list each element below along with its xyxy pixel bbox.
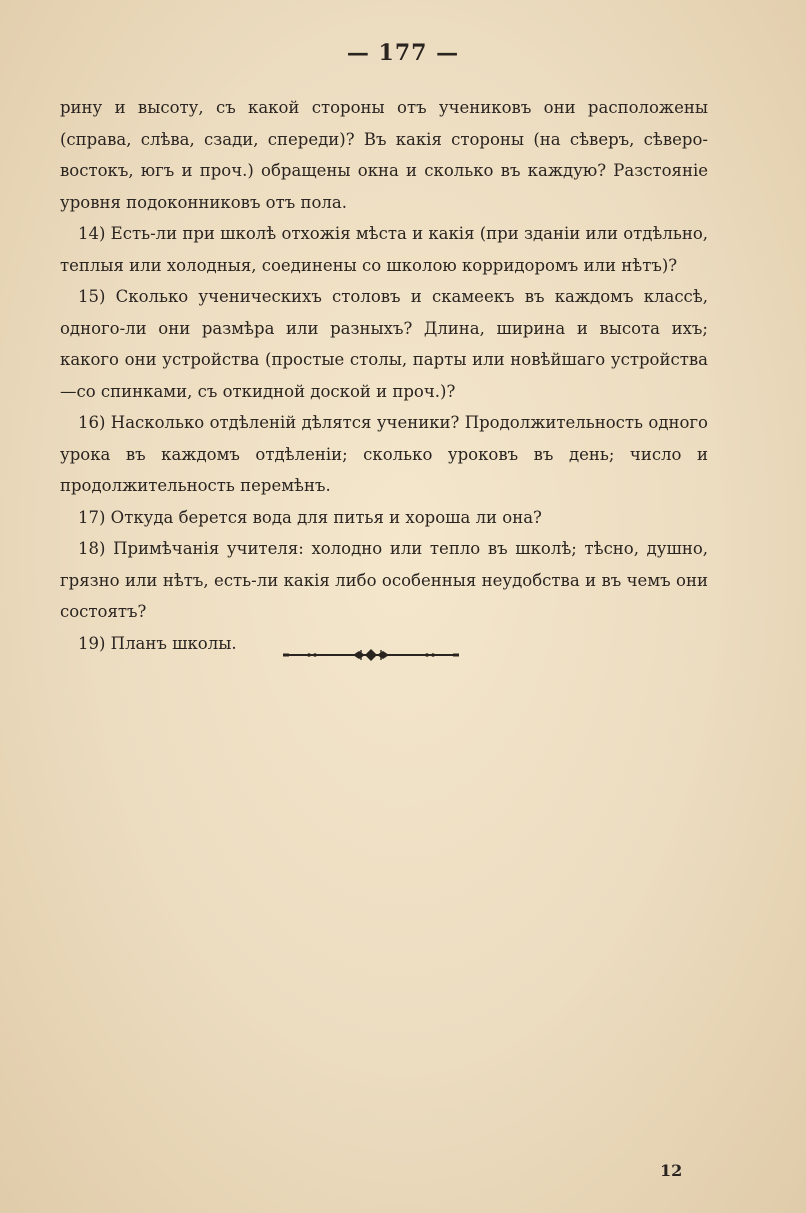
signature-mark: 12	[660, 1161, 683, 1180]
paragraph-continuation: рину и высоту, съ какой стороны отъ учениковъ они расположены (справа, слѣва, сзади, спереди)? Въ какія стороны (на сѣверъ, сѣверо-востокъ, югъ и проч.) обращены окна и сколько въ каждую? Разстояніе уровня подоконниковъ отъ пола.	[60, 98, 708, 212]
page-number: — 177 —	[346, 40, 460, 66]
paragraph-item-18: 18) Примѣчанія учителя: холодно или тепло въ школѣ; тѣсно, душно, грязно или нѣтъ, есть-ли какія либо особенныя неудобства и въ чемъ они состоятъ?	[60, 539, 708, 621]
paragraph-item-15: 15) Сколько ученическихъ столовъ и скамеекъ въ каждомъ классѣ, одного-ли они размѣра или разныхъ? Длина, ширина и высота ихъ; какого они устройства (простые столы, парты или новѣйшаго устройства—со спинками, съ откидной доской и проч.)?	[60, 287, 708, 401]
ornament-divider-icon	[283, 648, 459, 662]
paragraph-item-16: 16) Насколько отдѣленій дѣлятся ученики? Продолжительность одного урока въ каждомъ отдѣленіи; сколько уроковъ въ день; число и продолжительность перемѣнъ.	[60, 413, 708, 495]
paragraph-item-14: 14) Есть-ли при школѣ отхожія мѣста и какія (при зданіи или отдѣльно, теплыя или холодныя, соединены со школою корридоромъ или нѣтъ)?	[60, 224, 709, 275]
body-text	[60, 92, 708, 659]
paragraph-item-17: 17) Откуда берется вода для питья и хороша ли она?	[78, 507, 542, 527]
paragraph-item-19: 19) Планъ школы.	[78, 633, 237, 653]
